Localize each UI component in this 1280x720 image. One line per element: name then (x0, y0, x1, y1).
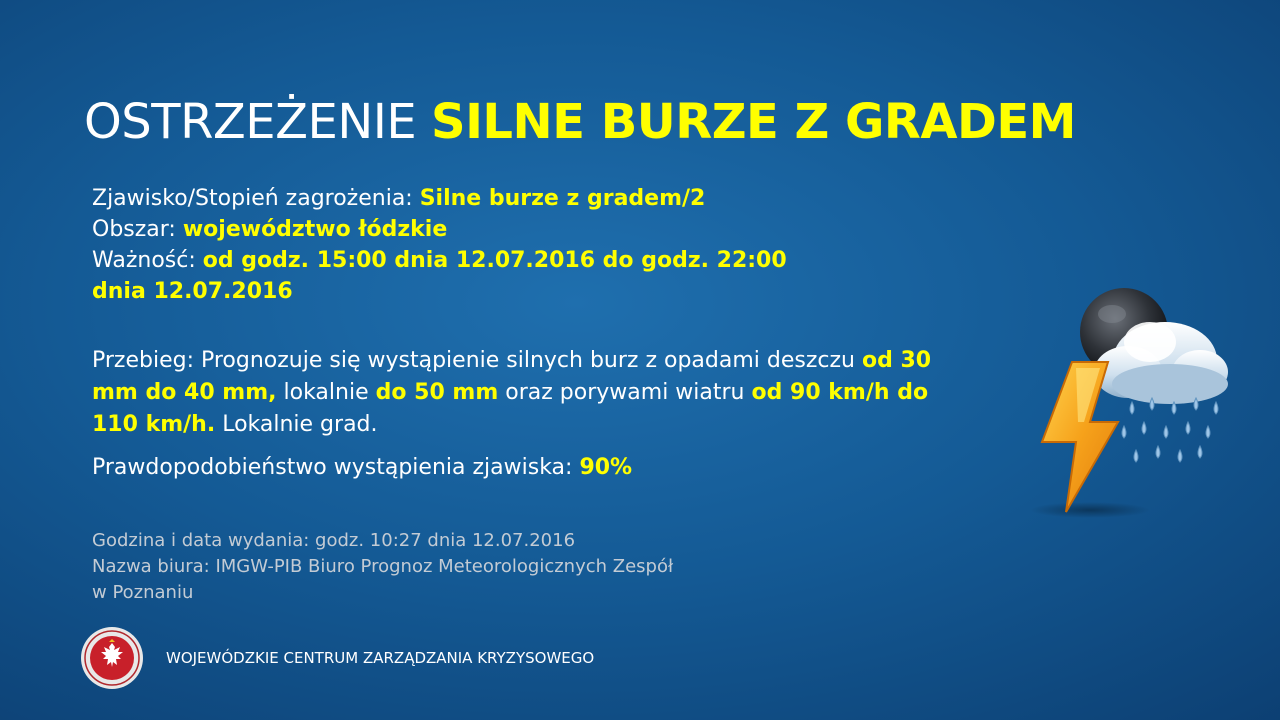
course-rain-range: od 30 mm do 40 mm, (92, 348, 932, 405)
area-value: województwo łódzkie (182, 217, 448, 242)
course-wind-range: od 90 km/h do 110 km/h. (92, 380, 929, 437)
area-row (92, 214, 892, 245)
probability-label: Prawdopodobieństwo wystąpienia zjawiska: (92, 455, 580, 480)
area-label: Obszar: (92, 217, 183, 242)
validity-row (92, 245, 892, 276)
office-line-2: w Poznaniu (92, 582, 194, 603)
title-prefix: OSTRZEŻENIE (84, 94, 431, 150)
course-rain-local: do 50 mm (375, 380, 499, 405)
course-text-2: lokalnie (276, 380, 376, 405)
phenomenon-value: Silne burze z gradem/2 (419, 186, 706, 211)
issue-info (92, 528, 673, 606)
course-text-4: Lokalnie grad. (215, 412, 378, 437)
validity-row-cont (92, 276, 892, 307)
issued-line: Godzina i data wydania: godz. 10:27 dnia 12.07.2016 (92, 530, 576, 551)
validity-value-line1: od godz. 15:00 dnia 12.07.2016 do godz. 22:00 (202, 248, 787, 273)
course-text-3: oraz porywami wiatru (498, 380, 752, 405)
warning-details (92, 183, 892, 307)
course-text (92, 345, 972, 441)
organization-name: WOJEWÓDZKIE CENTRUM ZARZĄDZANIA KRYZYSOWEGO (166, 649, 595, 667)
office-line-1: Nazwa biura: IMGW-PIB Biuro Prognoz Meteorologicznych Zespół (92, 556, 674, 577)
page-title (84, 92, 1076, 152)
forecast-course (92, 345, 972, 441)
validity-label: Ważność: (92, 248, 203, 273)
phenomenon-label: Zjawisko/Stopień zagrożenia: (92, 186, 420, 211)
probability-row (92, 452, 632, 484)
course-text-1: Przebieg: Prognozuje się wystąpienie silnych burz z opadami deszczu (92, 348, 862, 373)
title-highlight: SILNE BURZE Z GRADEM (431, 94, 1076, 150)
footer (80, 626, 780, 690)
thunderstorm-hail-icon (1020, 280, 1250, 530)
phenomenon-row (92, 183, 892, 214)
validity-value-line2: dnia 12.07.2016 (92, 279, 293, 304)
probability-value: 90% (579, 455, 633, 480)
eagle-emblem-icon (80, 626, 144, 690)
